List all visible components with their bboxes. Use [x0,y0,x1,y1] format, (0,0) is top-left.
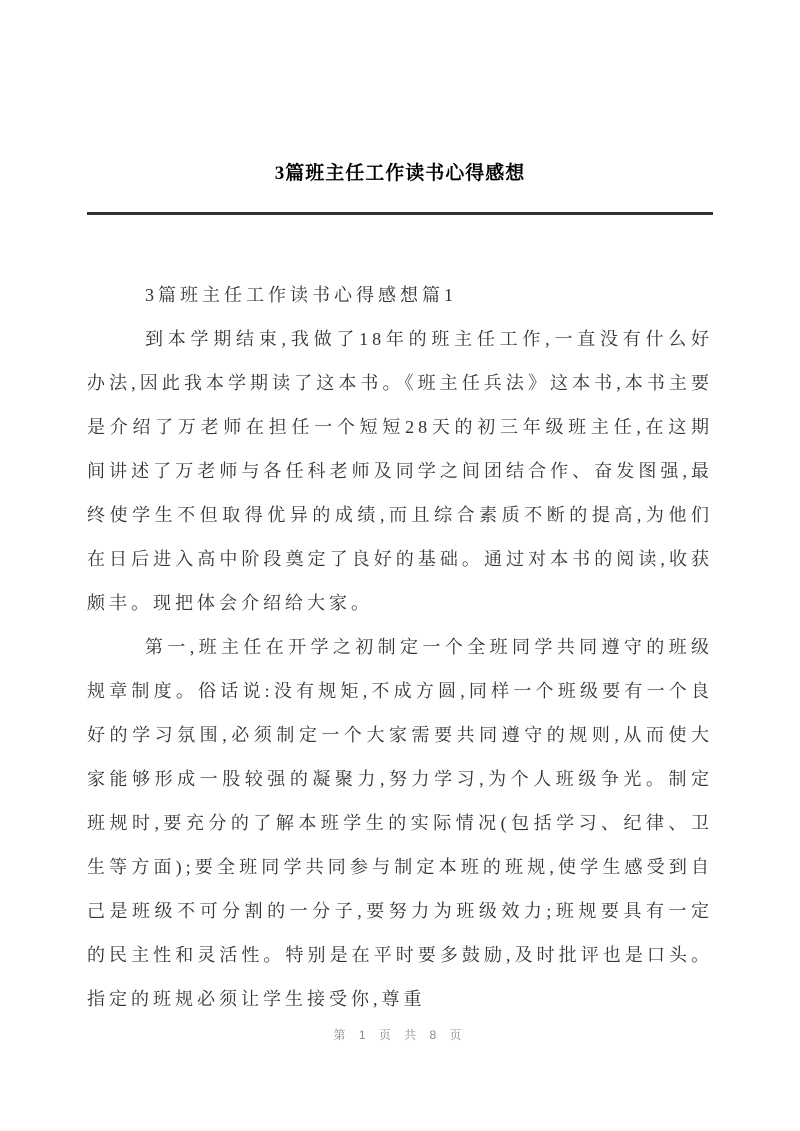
section-heading-paragraph: 3篇班主任工作读书心得感想篇1 [145,285,457,305]
title-divider [87,212,713,215]
page-title: 3篇班主任工作读书心得感想 [274,163,526,184]
body-paragraph: 到本学期结束,我做了18年的班主任工作,一直没有什么好办法,因此我本学期读了这本书。《班主任兵法》这本书,本书主要是介绍了万老师在担任一个短短28天的初三年级班主任,在这期间讲述了万老师与各任科老师及同学之间团结合作、奋发图强,最终使学生不但取得优异的成绩,而且综合素质不断的提高,为他们在日后进入高中阶段奠定了良好的基础。通过对本书的阅读,收获颇丰。现把体会介绍给大家。 [87,329,713,613]
body-paragraph: 第一,班主任在开学之初制定一个全班同学共同遵守的班级规章制度。俗话说:没有规矩,不成方圆,同样一个班级要有一个良好的学习氛围,必须制定一个大家需要共同遵守的规则,从而使大家能够形成一股较强的凝聚力,努力学习,为个人班级争光。制定班规时,要充分的了解本班学生的实际情况(包括学习、纪律、卫生等方面);要全班同学共同参与制定本班的班规,使学生感受到自己是班级不可分割的一分子,要努力为班级效力;班规要具有一定的民主性和灵活性。特别是在平时要多鼓励,及时批评也是口头。指定的班规必须让学生接受你,尊重 [87,637,713,1009]
page-footer: 第 1 页 共 8 页 [333,1028,467,1042]
document-body [87,273,713,1021]
